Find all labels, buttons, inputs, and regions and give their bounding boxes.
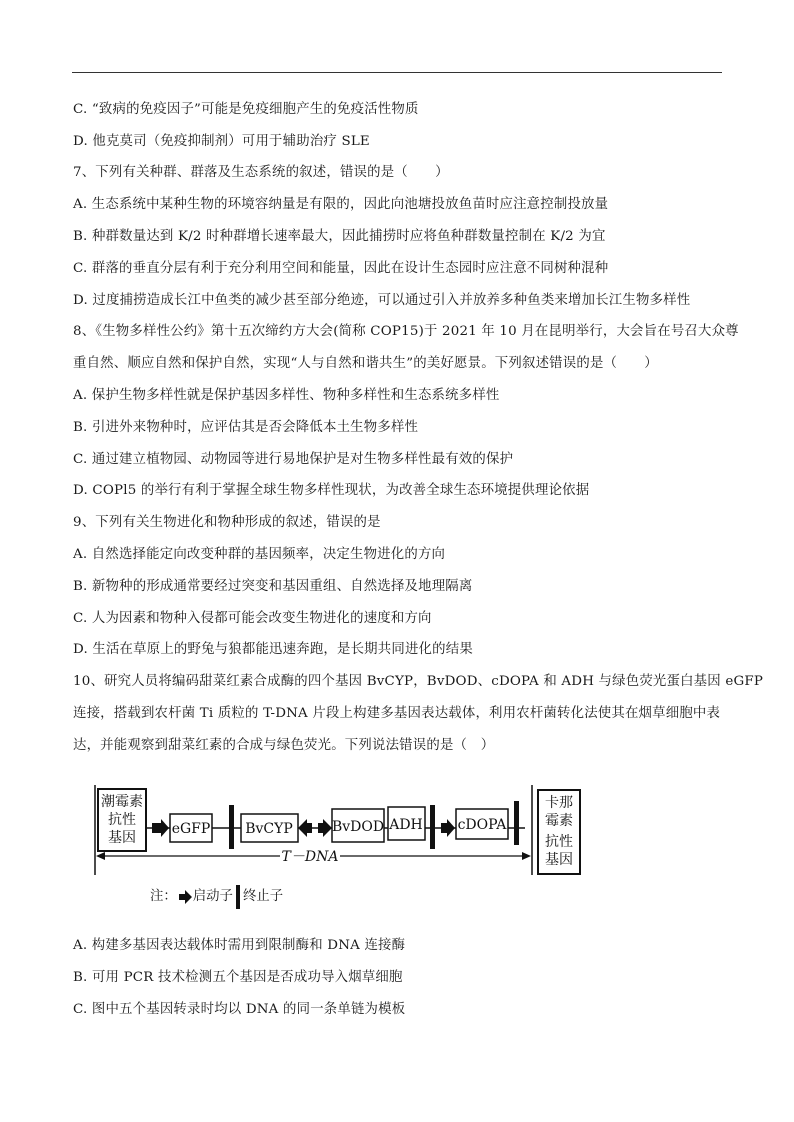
- question-10-stem-line-3: 达，并能观察到甜菜红素的合成与绿色荧光。下列说法错误的是（ ）: [73, 738, 495, 753]
- promoter-bvcyp-icon: [298, 819, 312, 837]
- tdna-label: T－DNA: [281, 849, 339, 865]
- terminator-adh-icon: [430, 805, 435, 849]
- question-9-option-d: D. 生活在草原上的野兔与狼都能迅速奔跑，是长期共同进化的结果: [73, 642, 473, 657]
- gene-label-bvcyp: BvCYP: [245, 821, 293, 837]
- question-7-option-b: B. 种群数量达到 K/2 时种群增长速率最大，因此捕捞时应将鱼种群数量控制在 K/2 为宜: [73, 229, 606, 244]
- left-marker-line-3: 基因: [108, 830, 136, 846]
- question-7-option-c: C. 群落的垂直分层有利于充分利用空间和能量，因此在设计生态园时应注意不同树种混种: [73, 261, 609, 276]
- terminator-cdopa-icon: [514, 801, 519, 845]
- gene-label-adh: ADH: [389, 817, 423, 833]
- gene-label-cdopa: cDOPA: [457, 817, 507, 833]
- promoter-cdopa-icon: [441, 819, 455, 837]
- question-10-option-b: B. 可用 PCR 技术检测五个基因是否成功导入烟草细胞: [73, 970, 403, 985]
- legend-prefix: 注：: [150, 889, 177, 904]
- question-9-option-a: A. 自然选择能定向改变种群的基因频率，决定生物进化的方向: [73, 547, 446, 562]
- terminator-legend-icon: [233, 885, 243, 909]
- right-marker-line-1: 卡那: [545, 795, 573, 811]
- left-marker-line-2: 抗性: [108, 812, 136, 828]
- right-marker-line-3: 抗性: [545, 834, 573, 850]
- question-8-option-c: C. 通过建立植物园、动物园等进行易地保护是对生物多样性最有效的保护: [73, 452, 514, 467]
- option-d-prev: D. 他克莫司（免疫抑制剂）可用于辅助治疗 SLE: [73, 134, 370, 149]
- question-10-stem-line-1: 10、研究人员将编码甜菜红素合成酶的四个基因 BvCYP，BvDOD、cDOPA 和 ADH 与绿色荧光蛋白基因 eGFP: [73, 674, 764, 689]
- promoter-legend-icon: [177, 889, 193, 905]
- question-8-stem-line-1: 8、《生物多样性公约》第十五次缔约方大会(简称 COP15)于 2021 年 10 月在昆明举行，大会旨在号召大众尊: [73, 324, 739, 339]
- header-rule: [72, 72, 722, 73]
- question-8-option-b: B. 引进外来物种时，应评估其是否会降低本土生物多样性: [73, 420, 419, 435]
- promoter-bvdod-icon: [318, 819, 332, 837]
- question-8-option-d: D. COPl5 的举行有利于掌握全球生物多样性现状，为改善全球生态环境提供理论依据: [73, 483, 590, 498]
- legend-terminator: 终止子: [242, 889, 284, 904]
- question-7-stem: 7、下列有关种群、群落及生态系统的叙述，错误的是（ ）: [73, 165, 449, 180]
- question-7-option-d: D. 过度捕捞造成长江中鱼类的减少甚至部分绝迹，可以通过引入并放养多种鱼类来增加长江生物多样性: [73, 293, 691, 308]
- diagram-legend: [150, 885, 283, 909]
- right-marker-line-2: 霉素: [545, 813, 573, 829]
- question-9-option-c: C. 人为因素和物种入侵都可能会改变生物进化的速度和方向: [73, 611, 432, 626]
- question-10-option-a: A. 构建多基因表达载体时需用到限制酶和 DNA 连接酶: [73, 938, 406, 953]
- question-8-stem-line-2: 重自然、顺应自然和保护自然，实现“人与自然和谐共生”的美好愿景。下列叙述错误的是（ ）: [73, 356, 658, 371]
- left-marker-line-1: 潮霉素: [101, 794, 143, 810]
- terminator-egfp-icon: [229, 805, 234, 849]
- legend-promoter: 启动子: [192, 889, 233, 904]
- question-9-stem: 9、下列有关生物进化和物种形成的叙述，错误的是: [73, 515, 381, 530]
- tdna-arrow-left-icon: [96, 852, 105, 860]
- option-c-prev: C. “致病的免疫因子”可能是免疫细胞产生的免疫活性物质: [73, 102, 419, 117]
- tdna-arrow-right-icon: [522, 852, 531, 860]
- question-10-option-c: C. 图中五个基因转录时均以 DNA 的同一条单链为模板: [73, 1002, 406, 1017]
- question-7-option-a: A. 生态系统中某种生物的环境容纳量是有限的，因此向池塘投放鱼苗时应注意控制投放量: [73, 197, 609, 212]
- tdna-construct-diagram: [90, 780, 590, 880]
- question-9-option-b: B. 新物种的形成通常要经过突变和基因重组、自然选择及地理隔离: [73, 579, 473, 594]
- right-marker-line-4: 基因: [545, 852, 573, 868]
- question-10-stem-line-2: 连接，搭载到农杆菌 Ti 质粒的 T-DNA 片段上构建多基因表达载体，利用农杆菌转化法使其在烟草细胞中表: [73, 706, 721, 721]
- question-8-option-a: A. 保护生物多样性就是保护基因多样性、物种多样性和生态系统多样性: [73, 388, 500, 403]
- gene-label-bvdod: BvDOD: [331, 819, 385, 835]
- gene-label-egfp: eGFP: [171, 821, 211, 837]
- promoter-egfp-icon: [152, 819, 169, 837]
